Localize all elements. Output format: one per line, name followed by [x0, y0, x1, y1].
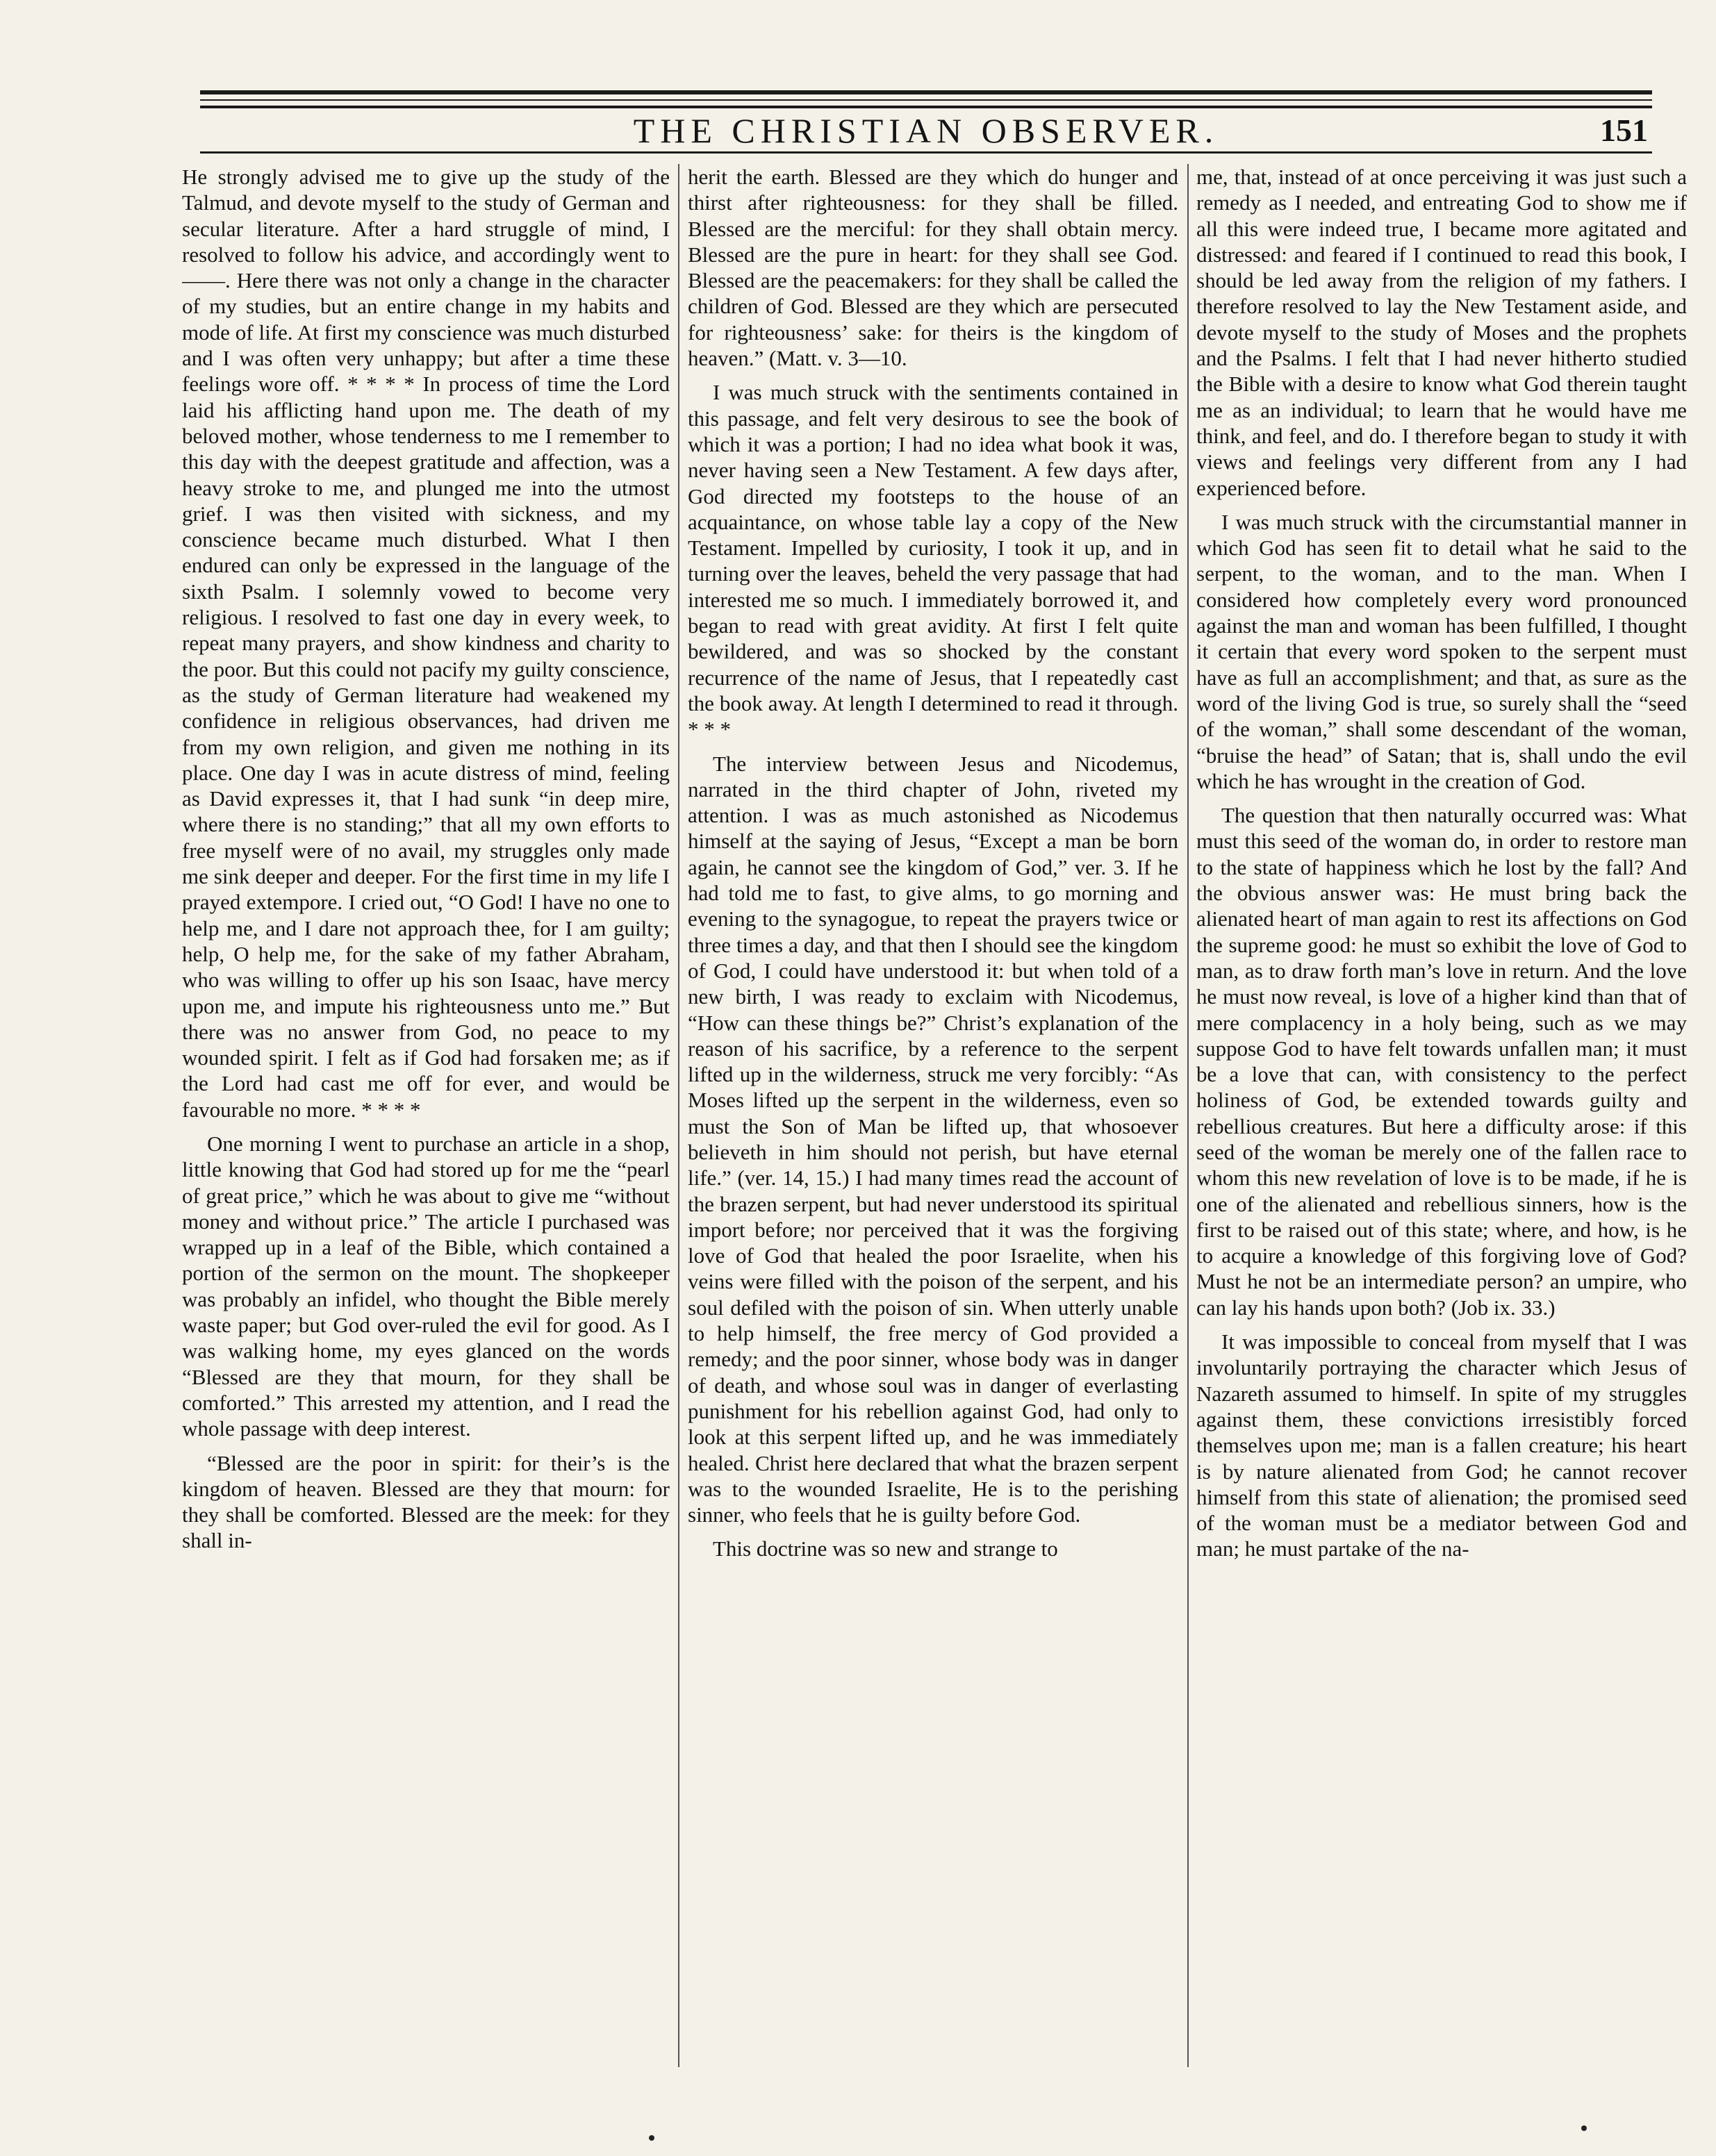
text-column-3 — [1196, 164, 1687, 2067]
paragraph: This doctrine was so new and strange to — [713, 1536, 1058, 1561]
text-column-2 — [688, 164, 1178, 2067]
column-divider — [1187, 164, 1189, 2067]
paragraph: It was impossible to conceal from myself that I was involuntarily portraying the character which Jesus of Nazareth assumed to himself. In spite of my struggles against them, these convictions irresistibly forced themselves upon me; man is a fallen creature; his heart is by nature alienated from God; he cannot recover himself from this state of alienation; the promised seed of the woman must be a mediator between God and man; he must partake of the na- — [1196, 1329, 1687, 1561]
running-head — [200, 111, 1652, 150]
paragraph: The interview between Jesus and Nicodemus, narrated in the third chapter of John, riveted my attention. I was as much astonished as Nicodemus himself at the saying of Jesus, “Except a man be born again, he cannot see the kingdom of God,” ver. 3. If he had told me to fast, to give alms, to go morning and evening to the synagogue, to repeat the prayers twice or three times a day, and that then I should see the kingdom of God, I could have understood it: but when told of a new birth, I was ready to exclaim with Nicodemus, “How can these things be?” Christ’s explanation of the reason of his sacrifice, by a reference to the serpent lifted up in the wilderness, struck me very forcibly: “As Moses lifted up the serpent in the wilderness, even so must the Son of Man be lifted up, that whosoever believeth in him should not perish, but have eternal life.” (ver. 14, 15.) I had many times read the account of the brazen serpent, but had never understood its spiritual import before; nor perceived that it was the forgiving love of God that healed the poor Israelite, when his veins were filled with the poison of the serpent, and his soul defiled with the poison of sin. When utterly unable to help himself, the free mercy of God provided a remedy; and the poor sinner, whose body was in danger of death, and whose soul was in danger of everlasting punishment for his rebellion against God, had only to look at this serpent lifted up, and he was immediately healed. Christ here declared that what the brazen serpent was to the wounded Israelite, He is to the perishing sinner, who feels that he is guilty before God. — [688, 751, 1178, 1527]
page-title: THE CHRISTIAN OBSERVER. — [633, 111, 1219, 150]
header-rule — [200, 151, 1652, 154]
page-number: 151 — [1600, 113, 1648, 148]
text-column-1 — [182, 164, 670, 2067]
ink-speck — [1581, 2125, 1587, 2131]
top-rule-thin — [200, 99, 1652, 101]
paragraph: “Blessed are the poor in spirit: for their’s is the kingdom of heaven. Blessed are they that mourn: for they shall be comforted. Blessed are the meek: for they shall in- — [182, 1450, 670, 1553]
paragraph: me, that, instead of at once perceiving it was just such a remedy as I needed, and entreating God to show me if all this were indeed true, I became more agitated and distressed: and feared if I continued to read this book, I should be led away from the religion of my fathers. I therefore resolved to lay the New Testament aside, and devote myself to the study of Moses and the prophets and the Psalms. I felt that I had never hitherto studied the Bible with a desire to know what God therein taught me as an individual; to learn that he would have me think, and feel, and do. I therefore began to study it with views and feelings very different from any I had experienced before. — [1196, 165, 1687, 500]
paragraph: One morning I went to purchase an article in a shop, little knowing that God had stored up for me the “pearl of great price,” which he was about to give me “without money and without price.” The article I purchased was wrapped up in a leaf of the Bible, which contained a portion of the sermon on the mount. The shopkeeper was probably an infidel, who thought the Bible merely waste paper; but God over-ruled the evil for good. As I was walking home, my eyes glanced on the words “Blessed are they that mourn, for they shall be comforted.” This arrested my attention, and I read the whole passage with deep interest. — [182, 1131, 670, 1441]
paragraph: The question that then naturally occurred was: What must this seed of the woman do, in order to restore man to the state of happiness which he lost by the fall? And the obvious answer was: He must bring back the alienated heart of man again to rest its affections on God the supreme good: he must so exhibit the love of God to man, as to draw forth man’s love in return. And the love he must now reveal, is love of a higher kind than that of mere complacency in a holy being, such as we may suppose God to have felt towards unfallen man; it must be a love that can, with consistency to the perfect holiness of God, be extended towards guilty and rebellious creatures. But here a difficulty arose: if this seed of the woman be merely one of the fallen race to whom this new revelation of love is to be made, if he is one of the alienated and rebellious sinners, how is the first to be raised out of this state; where, and how, is he to acquire a knowledge of this forgiving love of God? Must he not be an intermediate person? an umpire, who can lay his hands upon both? (Job ix. 33.) — [1196, 803, 1687, 1320]
paragraph: I was much struck with the sentiments contained in this passage, and felt very desirous to see the book of which it was a portion; I had no idea what book it was, never having seen a New Testament. A few days after, God directed my footsteps to the house of an acquaintance, on whose table lay a copy of the New Testament. Impelled by curiosity, I took it up, and in turning over the leaves, beheld the very passage that had interested me so much. I immediately borrowed it, and began to read with great avidity. At first I felt quite bewildered, and was so shocked by the constant recurrence of the name of Jesus, that I repeatedly cast the book away. At length I determined to read it through. * * * — [688, 380, 1178, 742]
paragraph: herit the earth. Blessed are they which do hunger and thirst after righteousness: for they shall be filled. Blessed are the merciful: for they shall obtain mercy. Blessed are the pure in heart: for they shall see God. Blessed are the peacemakers: for they shall be called the children of God. Blessed are they which are persecuted for righteousness’ sake: for theirs is the kingdom of heaven.” (Matt. v. 3—10. — [688, 165, 1178, 371]
top-rule-thick — [200, 90, 1652, 94]
paragraph: I was much struck with the circumstantial manner in which God has seen fit to detail what he said to the serpent, to the woman, and to the man. When I considered how completely every word pronounced against the man and woman has been fulfilled, I thought it certain that every word spoken to the serpent must have as full an accomplishment; and that, as sure as the word of the living God is true, so surely shall the “seed of the woman,” shall some descendant of the woman, “bruise the head” of Satan; that is, shall undo the evil which he has wrought in the creation of God. — [1196, 509, 1687, 793]
ink-speck — [649, 2135, 654, 2141]
column-divider — [678, 164, 679, 2067]
paragraph: He strongly advised me to give up the study of the Talmud, and devote myself to the study of German and secular literature. After a hard struggle of mind, I resolved to follow his advice, and accordingly went to ——. Here there was not only a change in the character of my studies, but an entire change in my habits and mode of life. At first my conscience was much disturbed and I was often very unhappy; but after a time these feelings wore off. * * * * In process of time the Lord laid his afflicting hand upon me. The death of my beloved mother, whose tenderness to me I remember to this day with the deepest gratitude and affection, was a heavy stroke to me, and plunged me into the utmost grief. I was then visited with sickness, and my conscience became much disturbed. What I then endured can only be expressed in the language of the sixth Psalm. I solemnly vowed to become very religious. I resolved to fast one day in every week, to repeat many prayers, and show kindness and charity to the poor. But this could not pacify my guilty conscience, as the study of German literature had weakened my confidence in religious observances, had driven me from my own religion, and given me nothing in its place. One day I was in acute distress of mind, feeling as David expresses it, that I had sunk “in deep mire, where there is no standing;” that all my own efforts to free myself were of no avail, my struggles only made me sink deeper and deeper. For the first time in my life I prayed extempore. I cried out, “O God! I have no one to help me, and I dare not approach thee, for I am guilty; help, O help me, for the sake of my father Abraham, who was willing to offer up his son Isaac, have mercy upon me, and impute his righteousness unto me.” But there was no answer from God, no peace to my wounded spirit. I felt as if God had forsaken me; as if the Lord had cast me off for ever, and would be favourable no more. * * * * — [182, 165, 670, 1122]
top-rule-lower — [200, 106, 1652, 108]
